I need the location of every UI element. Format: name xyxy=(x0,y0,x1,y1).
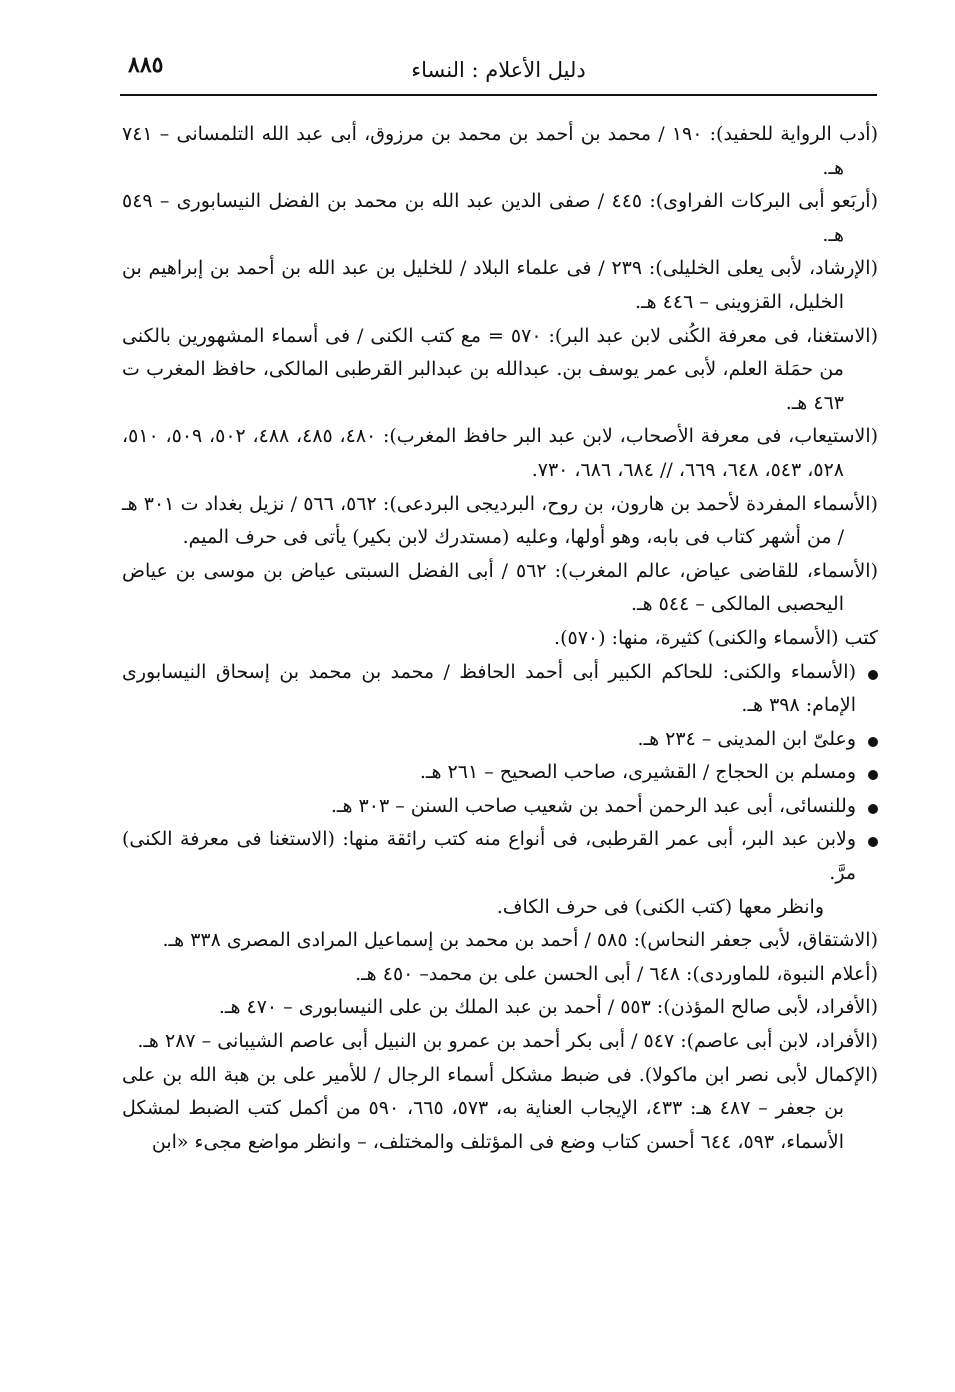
bullet-text: وعلىّ ابن المدينى – ٢٣٤ هـ. xyxy=(637,727,856,750)
entry-afrad-asim: (الأفراد، لابن أبى عاصم): ٥٤٧ / أبى بكر أحمد بن عمرو بن النبيل أبى عاصم الشيبانى – ٢٨٧ هـ. xyxy=(137,1030,878,1053)
entry-ishtiqaq: (الاشتقاق، لأبى جعفر النحاس): ٥٨٥ / أحمد بن محمد بن إسماعيل المرادى المصرى ٣٣٨ هـ. xyxy=(162,929,878,952)
entry-ikmal: (الإكمال لأبى نصر ابن ماكولا). فى ضبط مشكل أسماء الرجال / للأمير على بن هبة الله بن على بن جعفر – ٤٨٧ هـ: ٤٣٣، الإيجاب العناية به، ٥٧٣، ٦٦٥، ٥٩٠ من أكمل كتب الضبط لمشكل الأسماء، ٥٩٣، ٦٤٤ أحسن كتاب وضع فى المؤتلف والمختلف، – وانظر مواضع مجىء «ابن xyxy=(122,1063,878,1153)
bullet-icon xyxy=(868,670,878,680)
bullet-text: وللنسائى، أبى عبد الرحمن أحمد بن شعيب صاحب السنن – ٣٠٣ هـ. xyxy=(330,794,856,817)
entry-irshad: (الإرشاد، لأبى يعلى الخليلى): ٢٣٩ / فى علماء البلاد / للخليل بن عبد الله بن أحمد بن إبراهيم بن الخليل، القزوينى – ٤٤٦ هـ. xyxy=(122,257,878,313)
entry-arbaoun: (أربَعو أبى البركات الفراوى): ٤٤٥ / صفى الدين عبد الله بن محمد بن الفضل النيسابورى – ٥٤٩ هـ. xyxy=(122,190,878,246)
see-also-note: وانظر معها (كتب الكنى) فى حرف الكاف. xyxy=(496,895,824,918)
entry-alam-nubuwwa: (أعلام النبوة، للماوردى): ٦٤٨ / أبى الحسن على بن محمد– ٤٥٠ هـ. xyxy=(355,962,878,985)
list-item xyxy=(122,756,878,790)
asma-kuna-intro: كتب (الأسماء والكنى) كثيرة، منها: (٥٧٠). xyxy=(554,626,878,649)
entry-asma-mufrada: (الأسماء المفردة لأحمد بن هارون، بن روح، البرديجى البردعى): ٥٦٢، ٥٦٦ / نزيل بغداد ت ٣٠١ هـ / من أشهر كتاب فى بابه، وهو أولها، وعليه (مستدرك لابن بكير) يأتى فى حرف الميم. xyxy=(122,492,878,549)
header-rule xyxy=(120,94,877,96)
bullet-icon xyxy=(868,837,878,847)
bullet-icon xyxy=(868,737,878,747)
list-item xyxy=(122,790,878,824)
entry-asma-iyad: (الأسماء، للقاضى عياض، عالم المغرب): ٥٦٢ / أبى الفضل السبتى عياض بن موسى بن عياض اليحصبى المالكى – ٥٤٤ هـ. xyxy=(122,559,878,616)
list-item xyxy=(122,656,878,723)
page-header xyxy=(120,52,877,96)
bullet-text: (الأسماء والكنى: للحاكم الكبير أبى أحمد الحافظ / محمد بن محمد بن إسحاق النيسابورى الإمام: ٣٩٨ هـ. xyxy=(122,660,856,717)
bullet-icon xyxy=(868,804,878,814)
entry-istiab: (الاستيعاب، فى معرفة الأصحاب، لابن عبد البر حافظ المغرب): ٤٨٠، ٤٨٥، ٤٨٨، ٥٠٢، ٥٠٩، ٥١٠، ٥٢٨، ٥٤٣، ٦٤٨، ٦٦٩، // ٦٨٤، ٦٨٦، ٧٣٠. xyxy=(122,425,879,481)
bullet-text: ولابن عبد البر، أبى عمر القرطبى، فى أنواع منه كتب رائقة منها: (الاستغنا فى معرفة الكنى) مرَّ. xyxy=(122,828,856,885)
running-title: دليل الأعلام : النساء xyxy=(411,58,586,82)
page-number: ٨٨٥ xyxy=(128,52,164,78)
bullet-text: ومسلم بن الحجاج / القشيرى، صاحب الصحيح – ٢٦١ هـ. xyxy=(419,761,856,784)
entry-adab: (أدب الرواية للحفيد): ١٩٠ / محمد بن أحمد بن محمد بن مرزوق، أبى عبد الله التلمسانى – ٧٤١ هـ. xyxy=(122,123,878,179)
bullet-icon xyxy=(868,770,878,780)
list-item xyxy=(122,823,878,890)
list-item xyxy=(122,723,878,757)
entry-istighna: (الاستغنا، فى معرفة الكُنى لابن عبد البر): ٥٧٠ = مع كتب الكنى / فى أسماء المشهورين بالكنى من حمَلة العلم، لأبى عمر يوسف بن. عبدالله بن عبدالبر القرطبى المالكى، حافظ المغرب ت ٤٦٣ هـ. xyxy=(122,324,878,414)
page-body xyxy=(122,118,878,1159)
entry-afrad-salih: (الأفراد، لأبى صالح المؤذن): ٥٥٣ / أحمد بن عبد الملك بن على النيسابورى – ٤٧٠ هـ. xyxy=(218,996,878,1019)
